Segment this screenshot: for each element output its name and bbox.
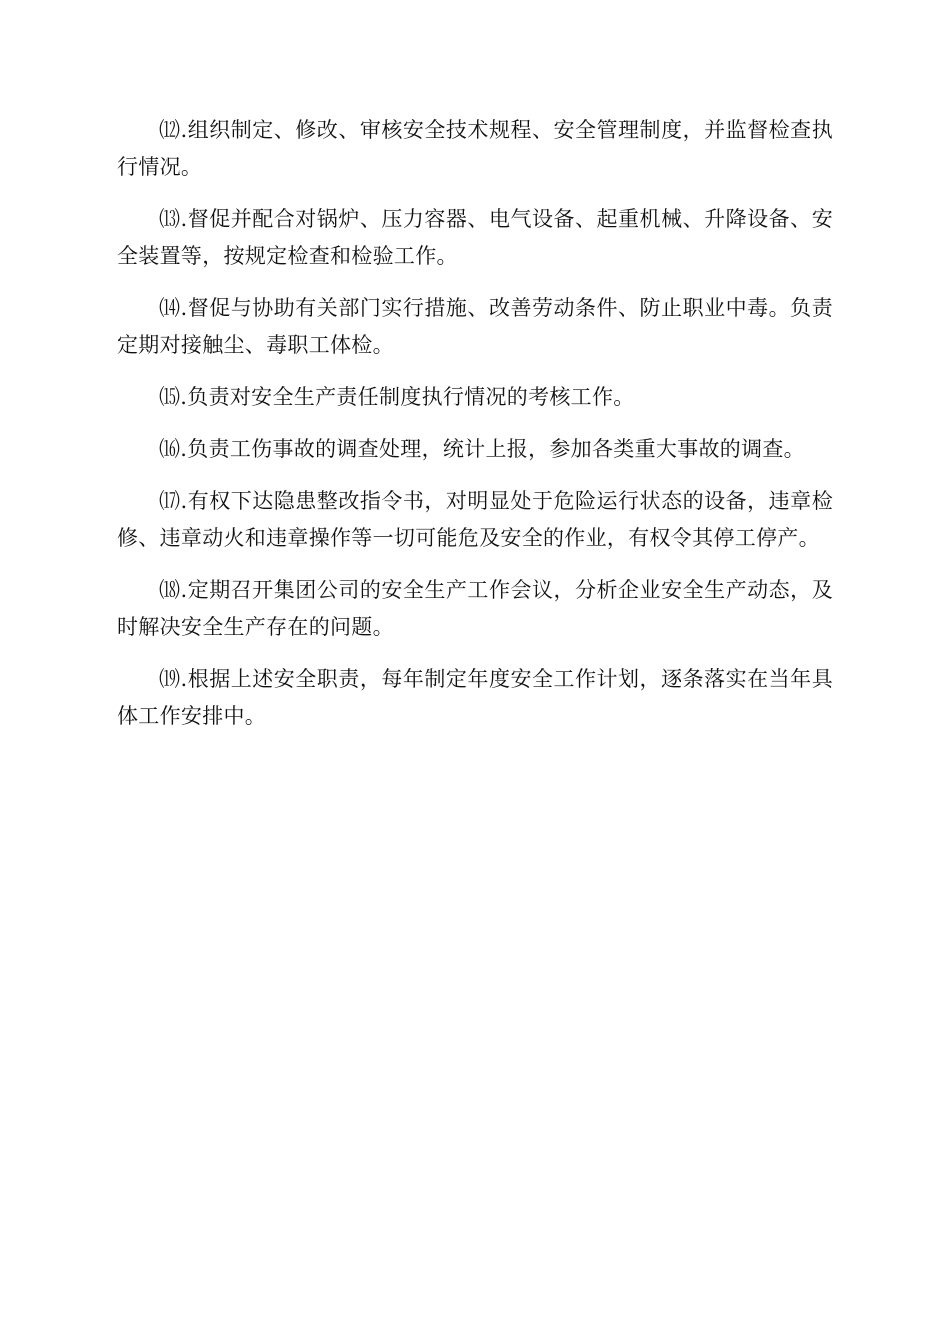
paragraph-18: ⒅.定期召开集团公司的安全生产工作会议，分析企业安全生产动态，及时解决安全生产存在的问题。 [117,578,833,639]
paragraph-14: ⒁.督促与协助有关部门实行措施、改善劳动条件、防止职业中毒。负责定期对接触尘、毒职工体检。 [117,296,833,357]
document-body [117,112,833,750]
paragraph-12: ⑿.组织制定、修改、审核安全技术规程、安全管理制度，并监督检查执行情况。 [117,118,833,179]
paragraph-19: ⒆.根据上述安全职责，每年制定年度安全工作计划，逐条落实在当年具体工作安排中。 [117,667,833,728]
paragraph-13: ⒀.督促并配合对锅炉、压力容器、电气设备、起重机械、升降设备、安全装置等，按规定检查和检验工作。 [117,207,833,268]
paragraph-15: ⒂.负责对安全生产责任制度执行情况的考核工作。 [159,385,635,409]
paragraph-16: ⒃.负责工伤事故的调查处理，统计上报，参加各类重大事故的调查。 [159,437,805,461]
paragraph-17: ⒄.有权下达隐患整改指令书，对明显处于危险运行状态的设备，违章检修、违章动火和违章操作等一切可能危及安全的作业，有权令其停工停产。 [117,489,833,550]
